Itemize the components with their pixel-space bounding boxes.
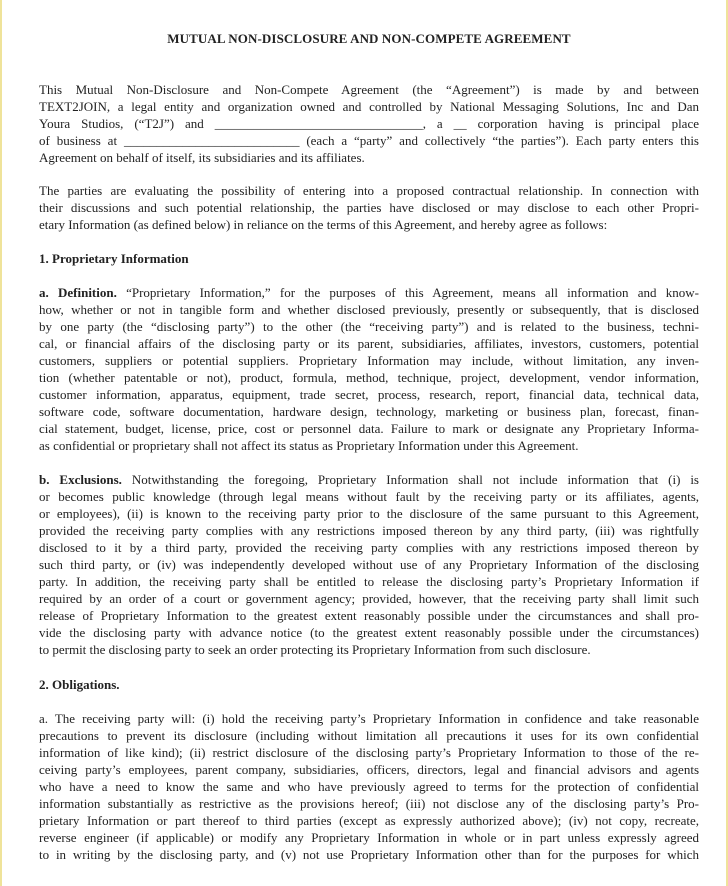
- definition-line: customer information, apparatus, equipment, trade secret, process, research, report, financial data, technical data,: [39, 387, 699, 402]
- obligations-line: ceiving party’s employees, parent company, subsidiaries, officers, directors, legal and financial advisors and agents: [39, 762, 699, 777]
- exclusions-line: such third party, or (iv) was independently developed without use of any Proprietary Information of the disclosing: [39, 557, 699, 572]
- definition-line: as confidential or proprietary shall not affect its status as Proprietary Information under this Agreement.: [39, 438, 579, 453]
- definition-label: a. Definition.: [39, 285, 117, 300]
- intro-line: Youra Studios, (“T2J”) and ________________________________, a __ corporation having is principal place: [39, 116, 699, 131]
- intro-line: This Mutual Non-Disclosure and Non-Compete Agreement (the “Agreement”) is made by and between: [39, 82, 699, 97]
- document-page: [2, 0, 726, 886]
- intro-line: of business at ___________________________ (each a “party” and collectively “the parties”). Each party enters this: [39, 133, 699, 148]
- definition-line: customers, suppliers or potential suppliers. Proprietary Information may include, without limitation, any inven-: [39, 353, 699, 368]
- obligations-line: information substantially as restrictive as the provisions hereof; (iii) not disclose any of the disclosing party’s Pro-: [39, 796, 699, 811]
- intro-line: TEXT2JOIN, a legal entity and organization owned and controlled by National Messaging Solutions, Inc and Dan: [39, 99, 699, 114]
- obligations-line: who have a need to know the same and who have previously agreed to terms for the protection of confidential: [39, 779, 699, 794]
- section-heading-obligations: 2. Obligations.: [39, 677, 120, 692]
- obligations-line: prietary Information or part thereof to third parties (except as expressly authorized above); (iv) not copy, recreate,: [39, 813, 699, 828]
- parties-line: their discussions and such potential relationship, the parties have disclosed or may disclose to each other Propri-: [39, 200, 699, 215]
- parties-line: The parties are evaluating the possibility of entering into a proposed contractual relationship. In connection with: [39, 183, 699, 198]
- exclusions-line: provided the receiving party complies with any restrictions imposed thereon by any third party, (iii) was rightfully: [39, 523, 699, 538]
- obligations-line: precautions to prevent its disclosure (including without limitation all precautions it uses for its own confidential: [39, 728, 699, 743]
- exclusions-label: b. Exclusions.: [39, 472, 122, 487]
- definition-text: “Proprietary Information,” for the purposes of this Agreement, means all information and know-: [126, 285, 699, 300]
- exclusions-line: vide the disclosing party with advance notice (to the greatest extent reasonably possible under the circumstances): [39, 625, 699, 640]
- exclusions-line: disclosed to it by a third party, provided the receiving party complies with any restrictions imposed thereon by: [39, 540, 699, 555]
- obligations-line: information of like kind); (ii) restrict disclosure of the disclosing party’s Proprietary Information to those of the re-: [39, 745, 699, 760]
- exclusions-line: or employees), (ii) is known to the receiving party prior to the disclosure of the same pursuant to this Agreement,: [39, 506, 699, 521]
- definition-line: [39, 284, 699, 301]
- obligations-line: reverse engineer (if applicable) or modify any Proprietary Information in whole or in part unless expressly agreed: [39, 830, 699, 845]
- definition-line: by one party (the “disclosing party”) to the other (the “receiving party”) and is related to the business, techni-: [39, 319, 699, 334]
- exclusions-line: [39, 471, 699, 488]
- document-title: MUTUAL NON-DISCLOSURE AND NON-COMPETE AGREEMENT: [167, 31, 571, 46]
- exclusions-line: to permit the disclosing party to seek an order protecting its Proprietary Information from such disclosure.: [39, 642, 591, 657]
- exclusions-line: or becomes public knowledge (through legal means without fault by the receiving party or its affiliates, agents,: [39, 489, 699, 504]
- exclusions-text: Notwithstanding the foregoing, Proprietary Information shall not include information that (i) is: [131, 472, 699, 487]
- intro-line: Agreement on behalf of itself, its subsidiaries and its affiliates.: [39, 150, 365, 165]
- definition-line: software code, software documentation, hardware design, technology, marketing or business plan, forecast, finan-: [39, 404, 699, 419]
- exclusions-line: party. In addition, the receiving party shall be entitled to release the disclosing party’s Proprietary Information if: [39, 574, 699, 589]
- definition-line: cal, or financial affairs of the disclosing party or its parent, subsidiaries, affiliates, investors, customers, potential: [39, 336, 699, 351]
- obligations-line: to in writing by the disclosing party, and (v) not use Proprietary Information other than for the purposes for which: [39, 847, 699, 862]
- exclusions-line: required by an order of a court or government agency; provided, however, that the receiving party shall limit such: [39, 591, 699, 606]
- obligations-line: a. The receiving party will: (i) hold the receiving party’s Proprietary Information in confidence and take reasonable: [39, 711, 699, 726]
- parties-line: etary Information (as defined below) in reliance on the terms of this Agreement, and hereby agree as follows:: [39, 217, 608, 232]
- definition-line: cial statement, budget, license, price, cost or personnel data. Failure to mark or designate any Proprietary Informa-: [39, 421, 699, 436]
- definition-line: tion (whether patentable or not), product, formula, method, technique, project, development, vendor information,: [39, 370, 699, 385]
- definition-line: how, whether or not in tangible form and whether disclosed previously, presently or subsequently, that is disclosed: [39, 302, 699, 317]
- exclusions-line: release of Proprietary Information to the greatest extent reasonably possible under the circumstances and shall pro-: [39, 608, 699, 623]
- section-heading-proprietary-information: 1. Proprietary Information: [39, 251, 189, 266]
